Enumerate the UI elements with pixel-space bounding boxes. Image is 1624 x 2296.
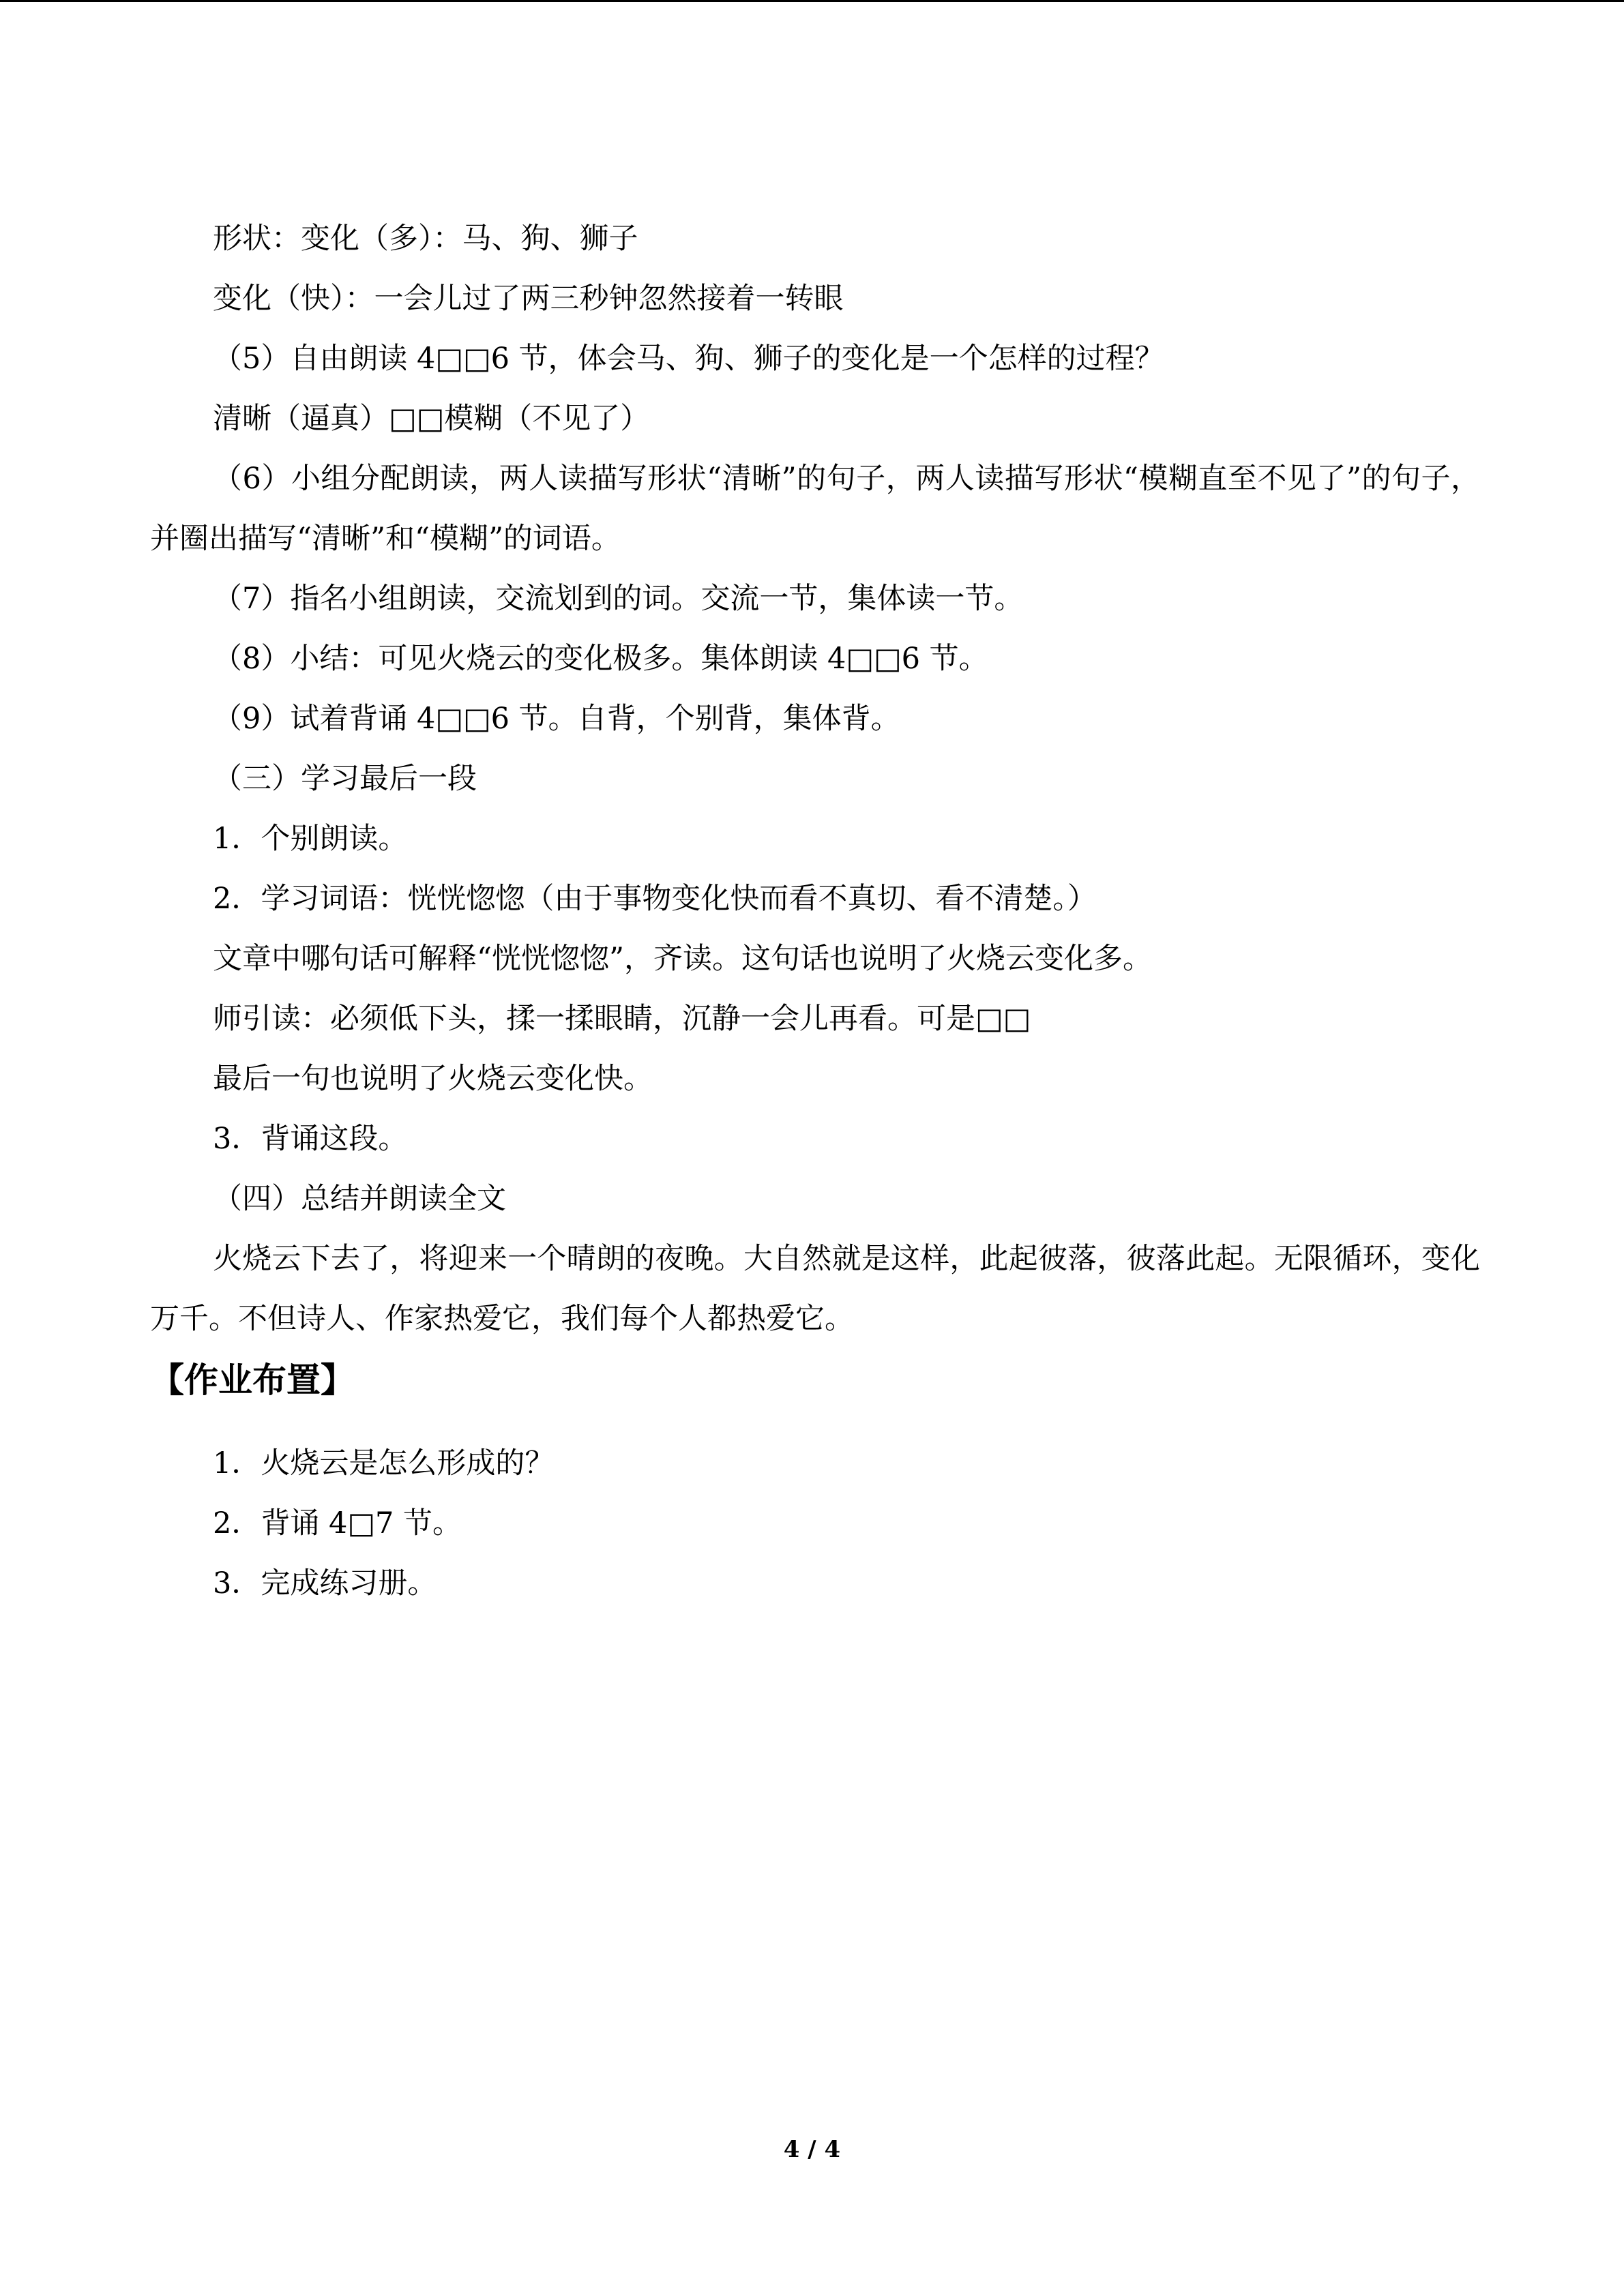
homework-item: 3．完成练习册。 <box>213 1566 437 1600</box>
text-paragraph: 火烧云下去了，将迎来一个晴朗的夜晚。大自然就是这样，此起彼落，彼落此起。无限循环，变化万千。不但诗人、作家热爱它，我们每个人都热爱它。 <box>150 1242 1480 1336</box>
page-top-border <box>0 0 1624 2</box>
text-line: （9）试着背诵 4□□6 节。自背，个别背，集体背。 <box>213 702 900 736</box>
text-line: 师引读：必须低下头，揉一揉眼睛，沉静一会儿再看。可是□□ <box>213 1002 1031 1036</box>
page-number: 4 / 4 <box>783 2136 841 2163</box>
text-line: 最后一句也说明了火烧云变化快。 <box>213 1062 653 1096</box>
text-line: （7）指名小组朗读，交流划到的词。交流一节，集体读一节。 <box>213 582 1024 616</box>
list-item: 3．背诵这段。 <box>213 1122 408 1156</box>
list-item: 2．学习词语：恍恍惚惚（由于事物变化快而看不真切、看不清楚。） <box>213 882 1097 916</box>
text-line: 形状：变化（多）：马、狗、狮子 <box>213 222 638 256</box>
homework-item: 1．火烧云是怎么形成的？ <box>213 1446 555 1480</box>
text-line: （8）小结：可见火烧云的变化极多。集体朗读 4□□6 节。 <box>213 642 988 676</box>
list-item: 1．个别朗读。 <box>213 822 408 856</box>
section-subheading: （四）总结并朗读全文 <box>213 1182 506 1216</box>
text-line: 变化（快）：一会儿过了两三秒钟忽然接着一转眼 <box>213 282 844 316</box>
section-subheading: （三）学习最后一段 <box>213 762 477 796</box>
homework-heading: 【作业布置】 <box>150 1360 355 1400</box>
homework-item: 2．背诵 4□7 节。 <box>213 1506 462 1540</box>
text-line: （5）自由朗读 4□□6 节，体会马、狗、狮子的变化是一个怎样的过程？ <box>213 342 1164 376</box>
text-line: 文章中哪句话可解释“恍恍惚惚”，齐读。这句话也说明了火烧云变化多。 <box>213 942 1152 976</box>
document-body <box>150 209 1480 1613</box>
text-line: 清晰（逼真）□□模糊（不见了） <box>213 402 650 436</box>
text-paragraph: （6）小组分配朗读，两人读描写形状“清晰”的句子，两人读描写形状“模糊直至不见了”的句子，并圈出描写“清晰”和“模糊”的词语。 <box>150 462 1480 556</box>
